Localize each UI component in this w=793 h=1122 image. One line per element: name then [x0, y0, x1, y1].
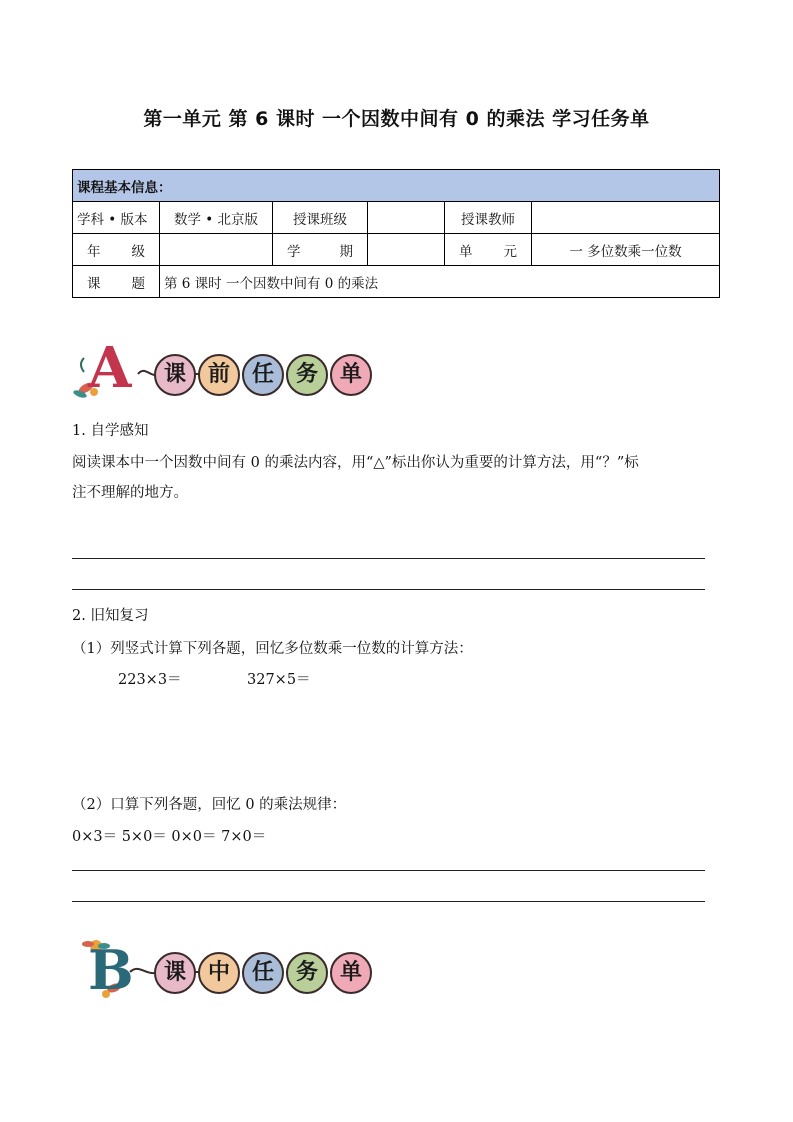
- banner-b-chip-1: 课: [154, 952, 196, 994]
- unit-value: 一 多位数乘一位数: [532, 234, 720, 266]
- banner-a-chip-3: 任: [242, 354, 284, 396]
- class-value[interactable]: [368, 202, 445, 234]
- teacher-label: 授课教师: [445, 202, 532, 234]
- section2-part2: （2）口算下列各题，回忆 0 的乘法规律：: [72, 797, 347, 813]
- banner-b-chip-5: 单: [330, 952, 372, 994]
- banner-a-chip-2: 前: [198, 354, 240, 396]
- banner-in-class-tasks: [70, 940, 390, 1000]
- course-info-table: [72, 169, 720, 298]
- section1-heading: 1. 自学感知: [72, 423, 149, 439]
- section1-body-line2: 注不理解的地方。: [72, 485, 188, 501]
- banner-b-letter: B: [88, 938, 134, 1002]
- subject-label: 学科 • 版本: [73, 202, 160, 234]
- section2-part1: （1）列竖式计算下列各题，回忆多位数乘一位数的计算方法：: [72, 641, 473, 657]
- grade-label: 年 级: [73, 234, 160, 266]
- term-label: 学 期: [273, 234, 368, 266]
- expr-223x3: 223×3＝: [118, 672, 182, 688]
- class-label: 授课班级: [273, 202, 368, 234]
- banner-a-chip-5: 单: [330, 354, 372, 396]
- unit-label: 单 元: [445, 234, 532, 266]
- section2-heading: 2. 旧知复习: [72, 608, 149, 624]
- banner-b-chip-3: 任: [242, 952, 284, 994]
- teacher-value[interactable]: [532, 202, 720, 234]
- banner-a-letter: A: [88, 335, 132, 401]
- answer-line[interactable]: [72, 901, 705, 902]
- banner-a-chip-4: 务: [286, 354, 328, 396]
- grade-value[interactable]: [160, 234, 273, 266]
- page-title: 第一单元 第 6 课时 一个因数中间有 0 的乘法 学习任务单: [143, 108, 650, 130]
- subject-value: 数学 • 北京版: [160, 202, 273, 234]
- mental-math-line: 0×3＝ 5×0＝ 0×0＝ 7×0＝: [72, 829, 267, 845]
- expr-327x5: 327×5＝: [247, 672, 311, 688]
- answer-line[interactable]: [72, 870, 705, 871]
- term-value[interactable]: [368, 234, 445, 266]
- topic-value: 第 6 课时 一个因数中间有 0 的乘法: [160, 266, 720, 298]
- banner-pre-class-tasks: [70, 335, 390, 402]
- section1-body-line1: 阅读课本中一个因数中间有 0 的乘法内容，用“△”标出你认为重要的计算方法，用“？”标: [72, 455, 639, 471]
- table-header: 课程基本信息：: [73, 170, 720, 202]
- banner-a-chip-1: 课: [154, 354, 196, 396]
- topic-label: 课 题: [73, 266, 160, 298]
- answer-line[interactable]: [72, 589, 705, 590]
- banner-b-chip-4: 务: [286, 952, 328, 994]
- banner-b-chip-2: 中: [198, 952, 240, 994]
- answer-line[interactable]: [72, 558, 705, 559]
